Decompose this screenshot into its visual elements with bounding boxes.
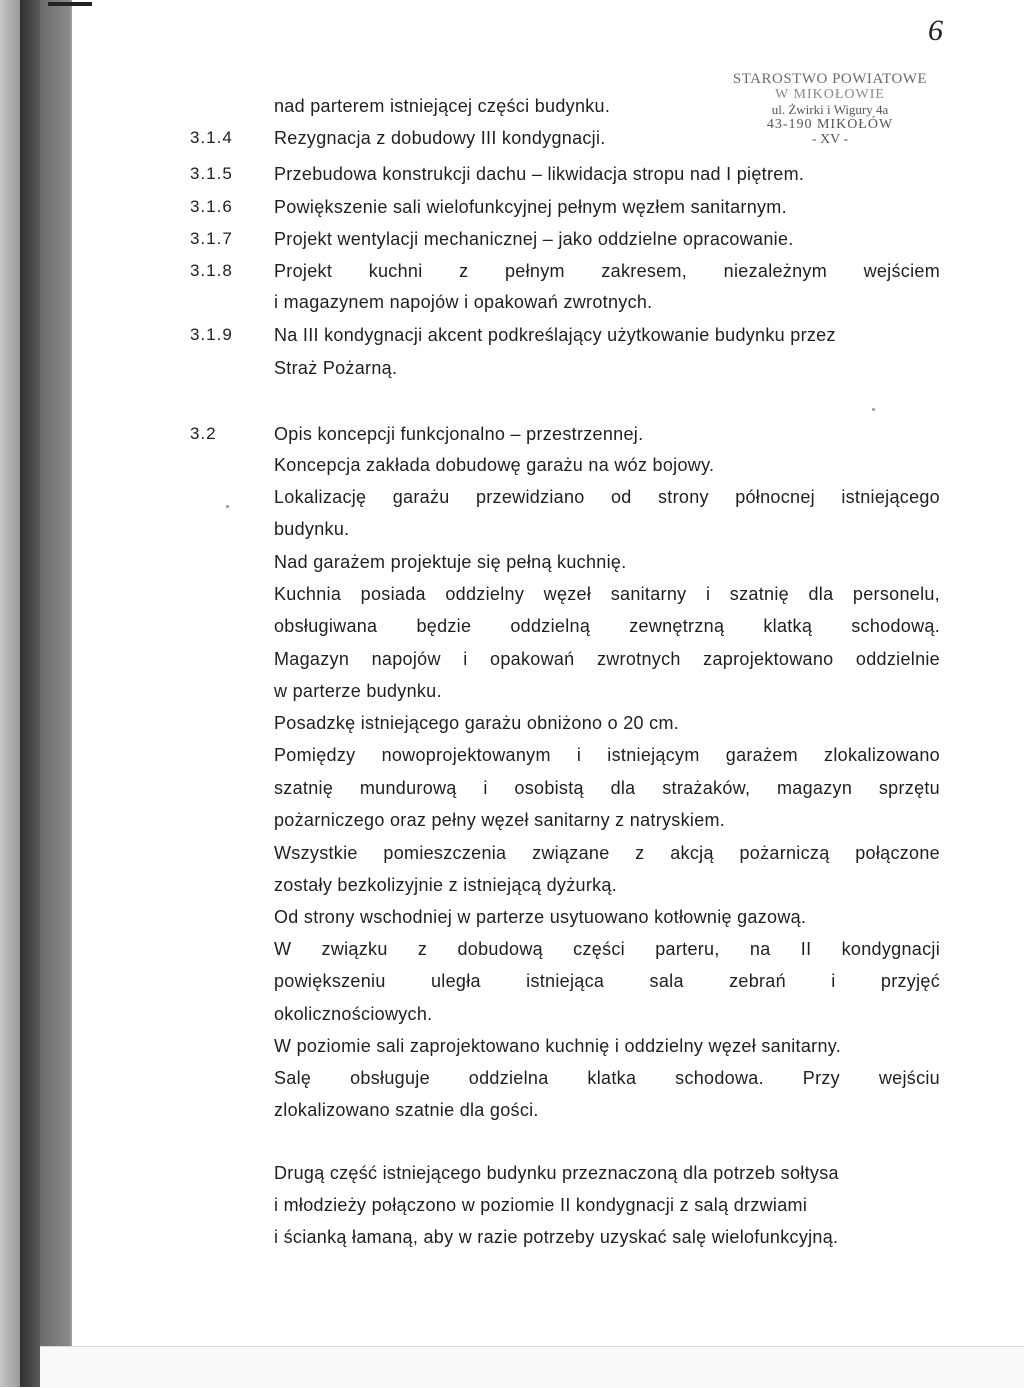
item-number: 3.1.5 [190,164,233,183]
item-number: 3.1.4 [190,128,233,147]
body-line: Od strony wschodniej w parterze usytuowano kotłownię gazową. [274,907,807,927]
item-line: Na III kondygnacji akcent podkreślający użytkowanie budynku przez [274,325,836,345]
body-line: Pomiędzy nowoprojektowanym i istniejącym garażem zlokalizowano [274,745,940,765]
scan-bottom-edge [40,1346,1024,1388]
body-line: budynku. [274,519,350,539]
body-line: Koncepcja zakłada dobudowę garażu na wóz bojowy. [274,455,715,475]
scan-binding-edge [20,0,40,1387]
stamp-line: 43-190 MIKOŁÓW [766,117,894,132]
closing-line: i młodzieży połączono w poziomie II kondygnacji z salą drzwiami [274,1195,808,1215]
item-number: 3.1.7 [190,229,233,248]
stamp-line: W MIKOŁOWIE [775,87,885,102]
scan-edge-line [70,0,72,1387]
stamp-line: ul. Żwirki i Wigury 4a [771,102,889,117]
body-line: W związku z dobudową części parteru, na II kondygnacji [274,939,940,959]
item-line: nad parterem istniejącej części budynku. [274,96,611,116]
closing-line: i ścianką łamaną, aby w razie potrzeby uzyskać salę wielofunkcyjną. [274,1227,839,1247]
closing-line: Drugą część istniejącego budynku przeznaczoną dla potrzeb sołtysa [274,1163,839,1183]
item-line: i magazynem napojów i opakowań zwrotnych. [274,292,653,312]
item-number: 3.1.6 [190,197,233,216]
scan-speck [226,505,229,508]
scan-speck [872,408,875,411]
stamp-line: STAROSTWO POWIATOWE [732,71,928,87]
body-line: powiększeniu uległa istniejąca sala zebrań i przyjęć [274,971,940,991]
page-number: 6 [928,14,943,47]
scan-top-mark [48,2,92,6]
item-line: Rezygnacja z dobudowy III kondygnacji. [274,128,606,148]
body-line: Nad garażem projektuje się pełną kuchnię. [274,552,627,572]
body-line: obsługiwana będzie oddzielną zewnętrzną klatką schodową. [274,616,940,636]
item-line: Straż Pożarną. [274,358,398,378]
body-line: Salę obsługuje oddzielna klatka schodowa. Przy wejściu [274,1068,940,1088]
body-line: Kuchnia posiada oddzielny węzeł sanitarny i szatnię dla personelu, [274,584,940,604]
section-number: 3.2 [190,424,217,443]
body-line: w parterze budynku. [274,681,442,701]
item-number: 3.1.8 [190,261,233,280]
office-stamp [710,72,950,147]
section-title: Opis koncepcji funkcjonalno – przestrzennej. [274,424,644,444]
body-line: Wszystkie pomieszczenia związane z akcją pożarniczą połączone [274,843,940,863]
body-line: szatnię mundurową i osobistą dla strażaków, magazyn sprzętu [274,778,940,798]
body-line: okolicznościowych. [274,1004,433,1024]
item-line: Projekt wentylacji mechanicznej – jako oddzielne opracowanie. [274,229,794,249]
item-line: Powiększenie sali wielofunkcyjnej pełnym węzłem sanitarnym. [274,197,787,217]
body-line: pożarniczego oraz pełny węzeł sanitarny z natryskiem. [274,810,726,830]
body-line: Posadzkę istniejącego garażu obniżono o 20 cm. [274,713,680,733]
body-line: Lokalizację garażu przewidziano od strony północnej istniejącego [274,487,940,507]
body-line: zlokalizowano szatnie dla gości. [274,1100,539,1120]
item-number: 3.1.9 [190,325,233,344]
body-line: zostały bezkolizyjnie z istniejącą dyżurką. [274,875,618,895]
item-line: Projekt kuchni z pełnym zakresem, niezależnym wejściem [274,261,940,281]
body-line: Magazyn napojów i opakowań zwrotnych zaprojektowano oddzielnie [274,649,940,669]
body-line: W poziomie sali zaprojektowano kuchnię i oddzielny węzeł sanitarny. [274,1036,842,1056]
stamp-line: - XV - [811,132,849,147]
item-line: Przebudowa konstrukcji dachu – likwidacja stropu nad I piętrem. [274,164,805,184]
